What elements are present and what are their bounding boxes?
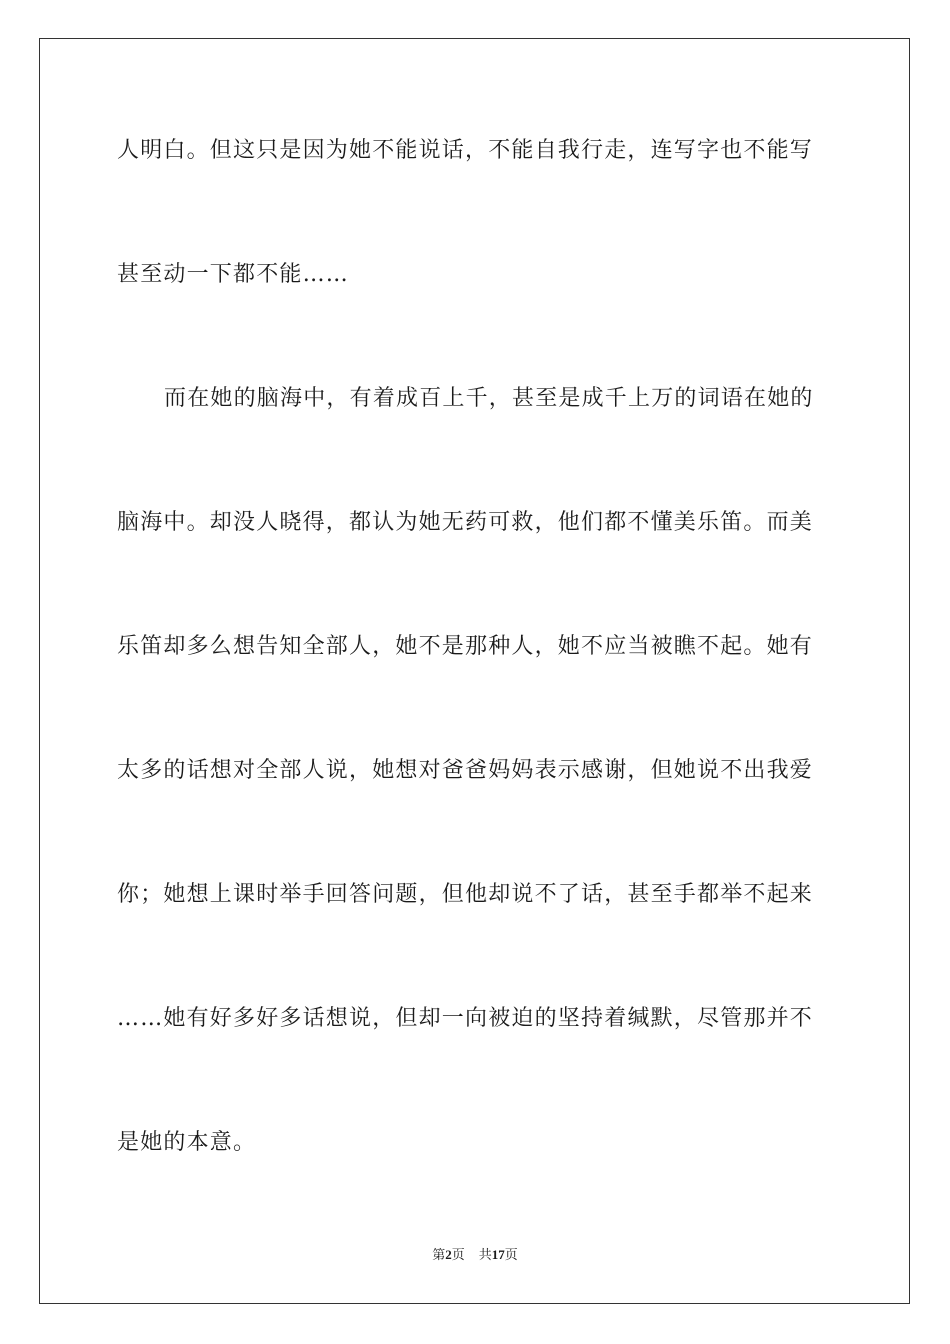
page-suffix: 页 [451,1247,465,1262]
total-prefix: 共 [478,1247,492,1262]
text-line-8: ……她有好多好多话想说，但却一向被迫的坚持着缄默，尽管那并不 [117,1006,814,1031]
text-line-9: 是她的本意。 [117,1130,257,1155]
text-line-6: 太多的话想对全部人说，她想对爸爸妈妈表示感谢，但她说不出我爱 [117,758,814,783]
page-prefix: 第 [432,1247,446,1262]
text-line-3: 而在她的脑海中，有着成百上千，甚至是成千上万的词语在她的 [164,386,814,411]
page-number: 2 [445,1247,452,1262]
total-suffix: 页 [504,1247,518,1262]
text-line-5: 乐笛却多么想告知全部人，她不是那种人，她不应当被瞧不起。她有 [117,634,814,659]
text-line-2: 甚至动一下都不能…… [117,262,350,287]
text-line-7: 你；她想上课时举手回答问题，但他却说不了话，甚至手都举不起来 [117,882,814,907]
page-footer [0,1246,950,1264]
total-pages: 17 [491,1247,505,1262]
text-line-4: 脑海中。却没人晓得，都认为她无药可救，他们都不懂美乐笛。而美 [117,510,814,535]
page-border [39,38,910,1304]
text-line-1: 人明白。但这只是因为她不能说话，不能自我行走，连写字也不能写 [117,138,814,163]
